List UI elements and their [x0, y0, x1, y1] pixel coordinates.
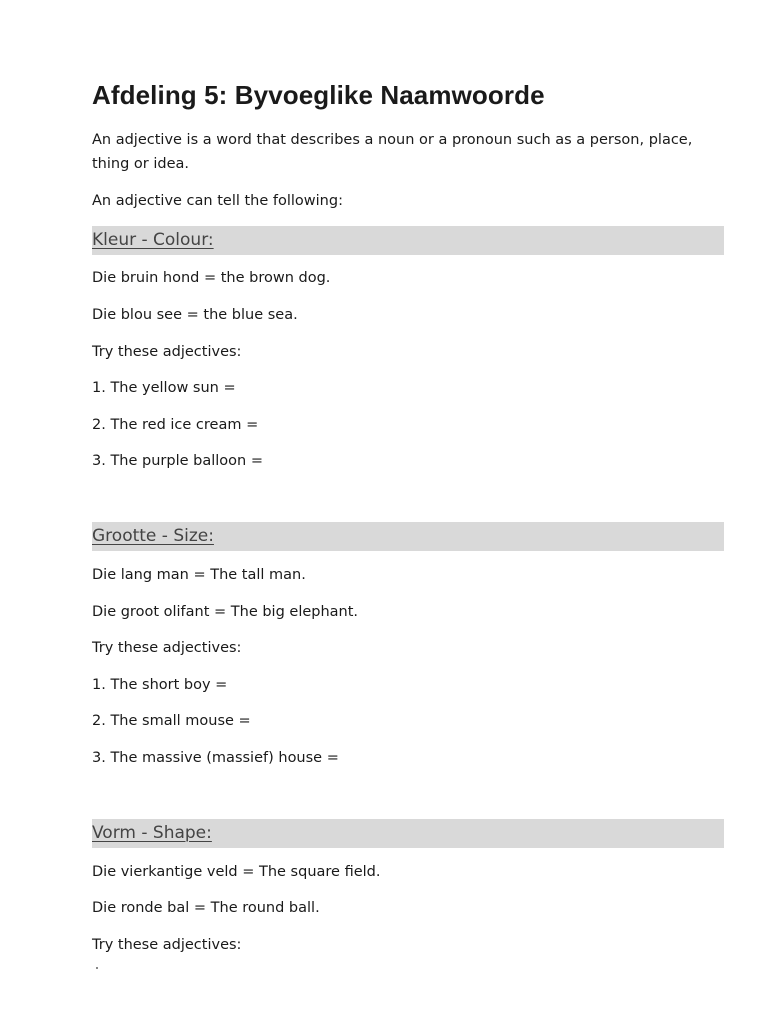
- section-heading-size: [92, 522, 724, 551]
- exercise-line: 3. The purple balloon =: [92, 453, 263, 469]
- lead-in-text: An adjective can tell the following:: [92, 193, 343, 209]
- example-line: Die lang man = The tall man.: [92, 567, 306, 583]
- exercise-line: 2. The small mouse =: [92, 713, 251, 729]
- section-heading-size-label: Grootte - Size:: [92, 526, 214, 546]
- example-line: Die vierkantige veld = The square field.: [92, 864, 381, 880]
- exercise-line: 1. The short boy =: [92, 677, 228, 693]
- example-line: Die blou see = the blue sea.: [92, 307, 298, 323]
- exercise-prompt: Try these adjectives:: [92, 344, 242, 360]
- section-heading-colour: [92, 226, 724, 255]
- section-heading-shape: [92, 819, 724, 848]
- cut-off-line-fragment: [96, 967, 98, 969]
- section-heading-colour-label: Kleur - Colour:: [92, 230, 214, 250]
- exercise-line: 3. The massive (massief) house =: [92, 750, 339, 766]
- exercise-prompt: Try these adjectives:: [92, 937, 242, 953]
- example-line: Die bruin hond = the brown dog.: [92, 270, 331, 286]
- adjective-definition: An adjective is a word that describes a noun or a pronoun such as a person, place, thing or idea.: [92, 132, 693, 172]
- exercise-line: 1. The yellow sun =: [92, 380, 236, 396]
- example-line: Die groot olifant = The big elephant.: [92, 604, 359, 620]
- exercise-prompt: Try these adjectives:: [92, 640, 242, 656]
- section-heading-shape-label: Vorm - Shape:: [92, 823, 212, 843]
- example-line: Die ronde bal = The round ball.: [92, 900, 320, 916]
- exercise-line: 2. The red ice cream =: [92, 417, 259, 433]
- page-title: Afdeling 5: Byvoeglike Naamwoorde: [92, 80, 545, 110]
